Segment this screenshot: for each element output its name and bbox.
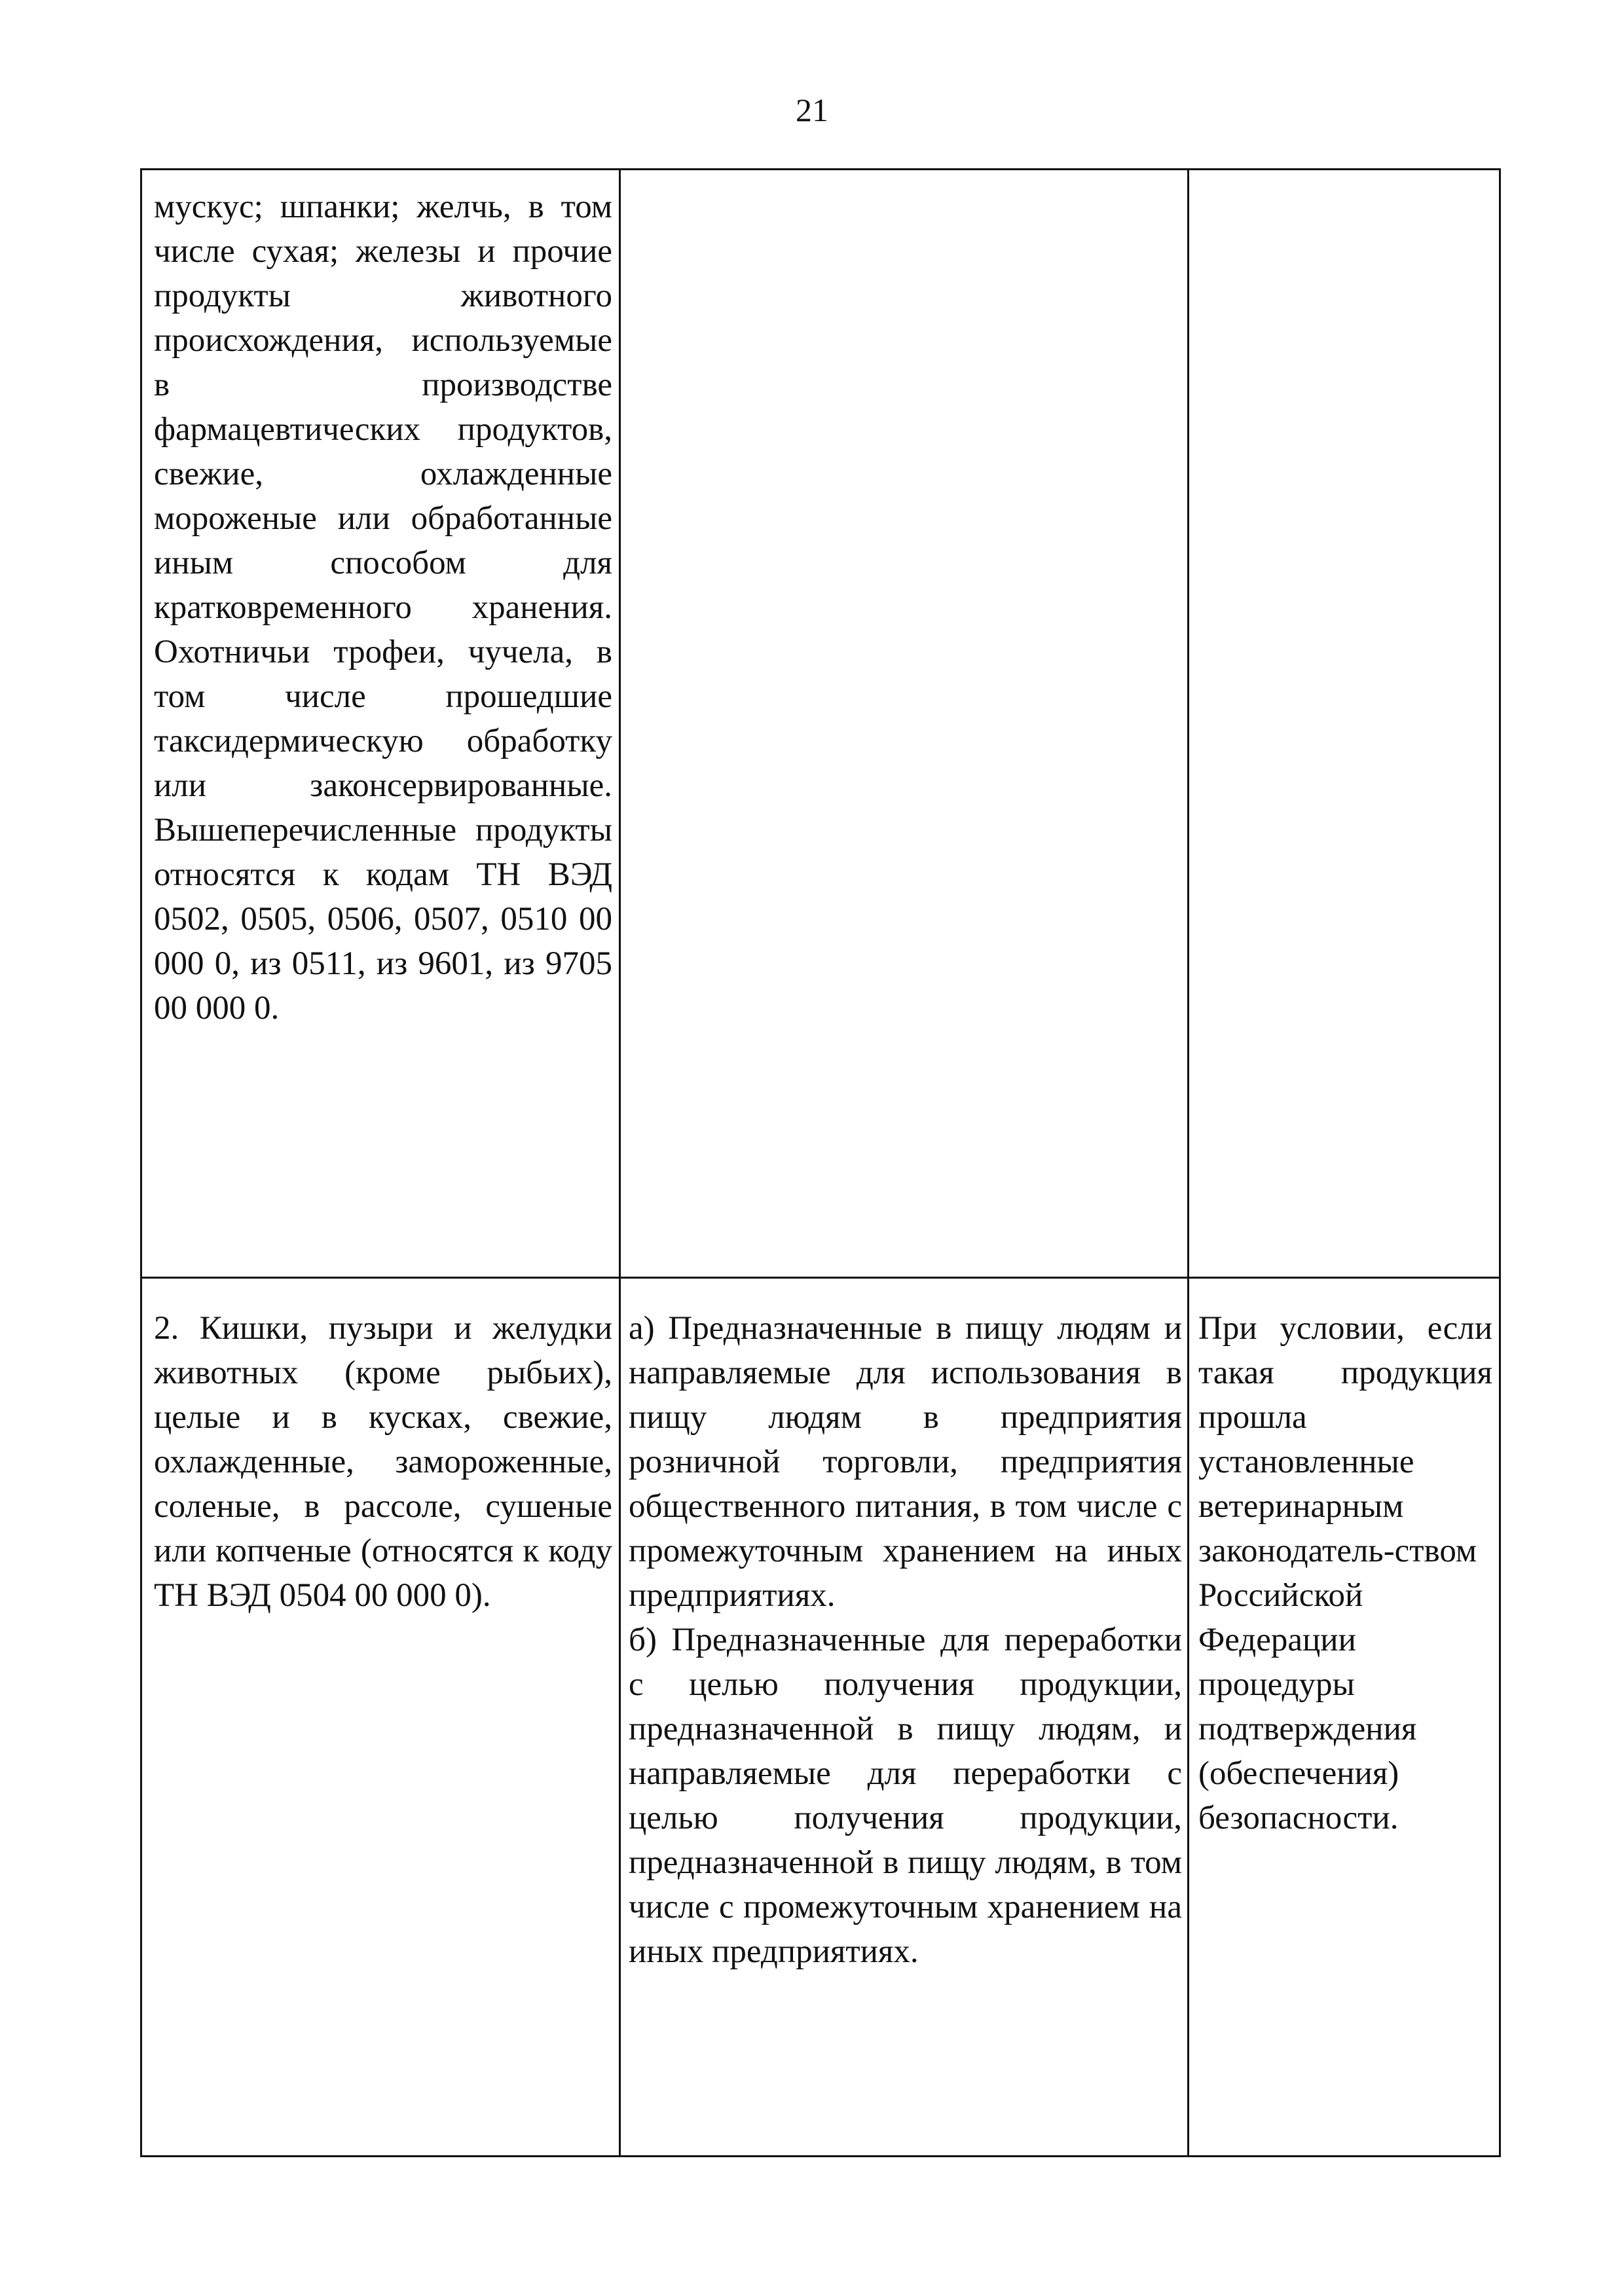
purpose-item-a: а) Предназначенные в пищу людям и направляемые для использования в пищу людям в предприятия розничной торговли, предприятия общественного питания, в том числе с промежуточным хранением на иных предприятиях. [629,1310,1182,1614]
table-row [141,170,1500,1278]
purpose-description [621,170,1187,185]
table-cell-condition [1189,170,1500,1278]
table-cell-product [141,170,620,1278]
table-cell-condition [1189,1278,1500,2157]
page-number: 21 [796,92,828,128]
purpose-description [621,1279,1187,1974]
purpose-item-b: б) Предназначенные для переработки с целью получения продукции, предназначенной в пищу людям, и направляемые для переработки с целью получения продукции, предназначенной в пищу людям, в том числе с промежуточным хранением на иных предприятиях. [629,1622,1182,1970]
requirements-table [140,168,1501,2157]
product-description: 2. Кишки, пузыри и желудки животных (кроме рыбьих), целые и в кусках, свежие, охлажденные, замороженные, соленые, в рассоле, сушеные или копченые (относятся к коду ТН ВЭД 0504 00 000 0). [154,1310,612,1614]
condition-description [1189,170,1499,185]
product-description: мускус; шпанки; желчь, в том числе сухая; железы и прочие продукты животного происхождения, используемые в производстве фармацевтических продуктов, свежие, охлажденные мороженые или обработанные иным способом для кратковременного хранения. Охотничьи трофеи, чучела, в том числе прошедшие таксидермическую обработку или законсервированные. Вышеперечисленные продукты относятся к кодам ТН ВЭД 0502, 0505, 0506, 0507, 0510 00 000 0, из 0511, из 9601, из 9705 00 000 0. [154,189,612,1027]
table-cell-purpose [620,170,1189,1278]
condition-description: При условии, если такая продукция прошла установленные ветеринарным законодатель-ством Российской Федерации процедуры подтверждения (обеспечения) безопасности. [1198,1310,1492,1836]
table-cell-product [141,1278,620,2157]
table-row [141,1278,1500,2157]
table-cell-purpose [620,1278,1189,2157]
